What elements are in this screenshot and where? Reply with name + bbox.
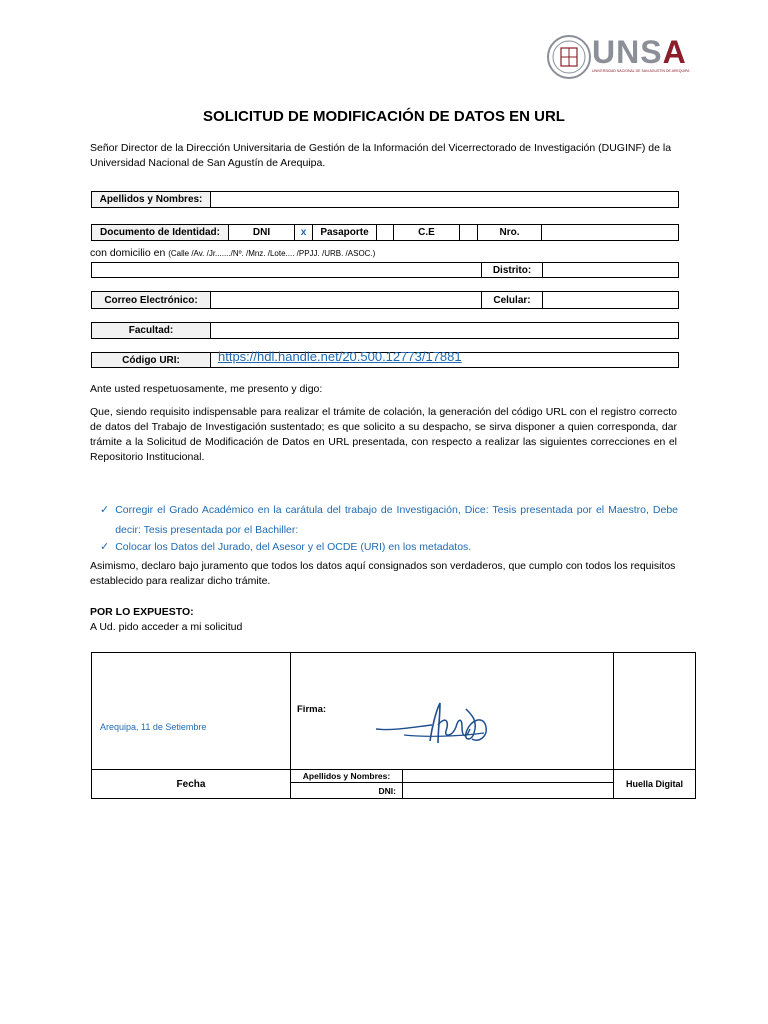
faculty-field[interactable] <box>212 323 678 338</box>
uri-label: Código URI: <box>92 353 211 367</box>
date-label: Fecha <box>176 778 206 790</box>
list-item: ✓ Colocar los Datos del Jurado, del Asesor y el OCDE (URI) en los metadatos. <box>100 541 472 553</box>
greeting-text: Ante usted respetuosamente, me presento y digo: <box>90 383 323 395</box>
signer-names-field[interactable] <box>403 769 613 783</box>
district-field[interactable] <box>544 263 678 277</box>
university-seal-icon <box>546 34 592 80</box>
document-title: SOLICITUD DE MODIFICACIÓN DE DATOS EN URL <box>203 108 565 125</box>
uri-link[interactable]: https://hdl.handle.net/20.500.12773/17881 <box>218 349 462 364</box>
signer-dni-field[interactable] <box>403 783 613 799</box>
email-label: Correo Electrónico: <box>92 292 211 308</box>
signature-table <box>91 652 696 799</box>
id-number-field[interactable] <box>542 225 678 240</box>
email-field[interactable] <box>212 292 482 308</box>
dni-checkbox[interactable]: x <box>295 225 313 240</box>
names-field[interactable] <box>212 192 678 207</box>
id-row <box>91 224 679 241</box>
checkmark-icon: ✓ <box>100 504 110 516</box>
list-item: ✓ Corregir el Grado Académico en la carátula del trabajo de Investigación, Dice: Tesis presentada por el Maestro, Debe decir: Tesis presentada por el Bachiller: <box>100 500 678 540</box>
fingerprint-label: Huella Digital <box>625 779 683 789</box>
request-paragraph: Que, siendo requisito indispensable para realizar el trámite de colación, la generación del código URL con el registro correcto de datos del Trabajo de Investigación sustentado; es que solicito a su despacho, se sirva disponer a quien corresponda, dar trámite a la Solicitud de Modificación de Datos en URL presentada, con respecto a realizar las siguientes correcciones en el Repositorio Institucional. <box>90 406 677 463</box>
id-label: Documento de Identidad: <box>92 225 229 240</box>
passport-checkbox[interactable] <box>377 225 394 240</box>
phone-field[interactable] <box>544 292 678 308</box>
names-row <box>91 191 679 208</box>
correction-list <box>100 500 678 555</box>
declaration-paragraph: Asimismo, declaro bajo juramento que todos los datos aquí consignados son verdaderos, que cumplo con todos los requisitos establecido para realizar dicho trámite. <box>90 560 676 587</box>
number-label: Nro. <box>478 225 542 240</box>
ce-checkbox[interactable] <box>460 225 478 240</box>
signer-info <box>291 769 613 799</box>
dni-option-label: DNI <box>229 225 295 240</box>
names-label: Apellidos y Nombres: <box>92 192 211 207</box>
closing-heading: POR LO EXPUESTO: <box>90 606 194 618</box>
address-row <box>91 262 679 278</box>
district-label: Distrito: <box>482 263 543 277</box>
signer-names-label: Apellidos y Nombres: <box>291 769 403 783</box>
signature-label: Firma: <box>297 704 327 715</box>
address-prefix: con domicilio en <box>90 247 166 259</box>
logo-subtitle: UNIVERSIDAD NACIONAL DE SAN AGUSTÍN DE AREQUIPA <box>592 69 690 73</box>
closing-text: A Ud. pido acceder a mi solicitud <box>90 621 243 633</box>
date-text: Arequipa, 11 de Setiembre <box>100 722 207 732</box>
address-field[interactable] <box>92 263 482 277</box>
address-hint: (Calle /Av. /Jr......./Nº. /Mnz. /Lote.... /PPJJ. /URB. /ASOC.) <box>168 249 376 258</box>
phone-label: Celular: <box>482 292 543 308</box>
intro-paragraph: Señor Director de la Dirección Universitaria de Gestión de la Información del Vicerrectorado de Investigación (DUGINF) de la Universidad Nacional de San Agustín de Arequipa. <box>90 142 672 169</box>
signer-dni-label: DNI: <box>291 783 403 799</box>
logo-wordmark: UNSA <box>592 34 687 70</box>
faculty-label: Facultad: <box>92 323 211 338</box>
checkmark-icon: ✓ <box>100 541 110 553</box>
ce-option-label: C.E <box>394 225 460 240</box>
signature-icon <box>374 697 514 753</box>
passport-option-label: Pasaporte <box>313 225 377 240</box>
faculty-row <box>91 322 679 339</box>
email-row <box>91 291 679 309</box>
address-line <box>90 247 375 259</box>
